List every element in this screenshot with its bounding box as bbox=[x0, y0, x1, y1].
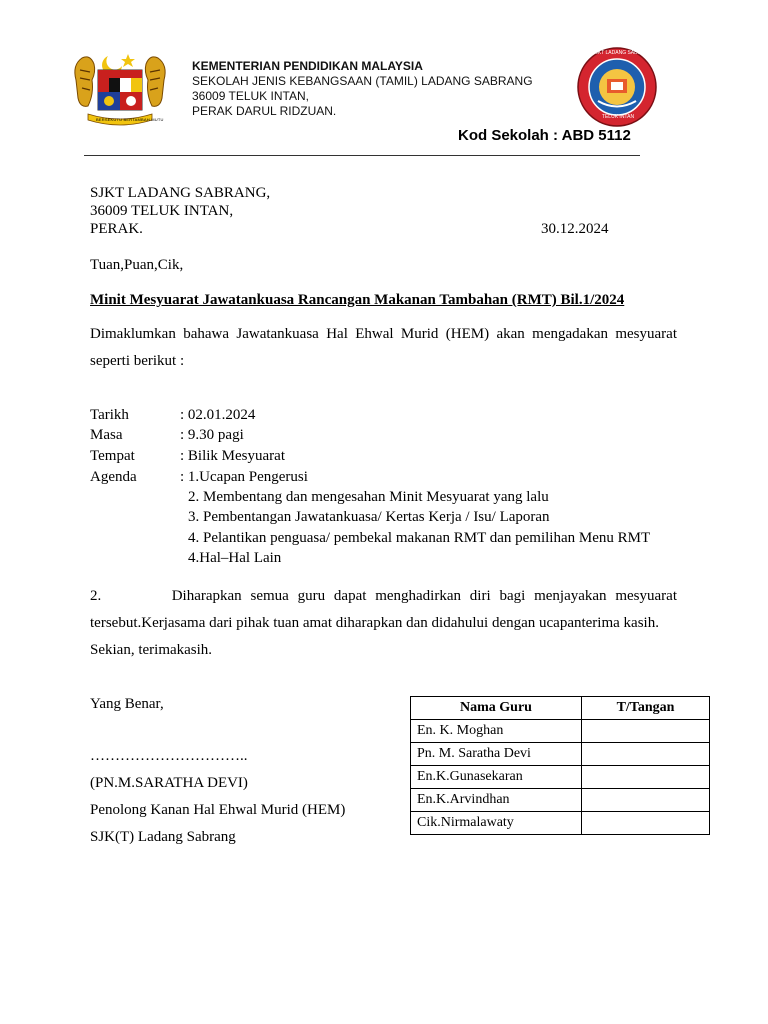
signatory-school: SJK(T) Ladang Sabrang bbox=[90, 829, 236, 845]
closing-thanks: Sekian, terimakasih. bbox=[90, 642, 213, 658]
teacher-name-cell: Pn. M. Saratha Devi bbox=[411, 743, 582, 766]
school-code: Kod Sekolah : ABD 5112 bbox=[458, 127, 631, 144]
signatory-name: (PN.M.SARATHA DEVI) bbox=[90, 775, 248, 791]
signature-cell bbox=[582, 743, 710, 766]
agenda-label: Agenda bbox=[90, 469, 137, 485]
agenda-item: 3. Pembentangan Jawatankuasa/ Kertas Kerja / Isu/ Laporan bbox=[188, 509, 550, 525]
teacher-name-cell: En.K.Gunasekaran bbox=[411, 766, 582, 789]
signatory-title: Penolong Kanan Hal Ehwal Murid (HEM) bbox=[90, 802, 346, 818]
tarikh-value: : 02.01.2024 bbox=[180, 407, 256, 423]
school-name: SEKOLAH JENIS KEBANGSAAN (TAMIL) LADANG SABRANG bbox=[192, 74, 533, 88]
teacher-signature-table bbox=[410, 696, 710, 835]
closing-paragraph: 2. Diharapkan semua guru dapat menghadirkan diri bagi menjayakan mesyuarat tersebut.Kerjasama dari pihak tuan amat diharapkan dan didahului dengan ucapanterima kasih. bbox=[90, 588, 681, 631]
signature-cell bbox=[582, 766, 710, 789]
signature-cell bbox=[582, 720, 710, 743]
intro-paragraph: Dimaklumkan bahawa Jawatankuasa Hal Ehwal Murid (HEM) akan mengadakan mesyuarat seperti berikut : bbox=[90, 326, 677, 369]
masa-label: Masa bbox=[90, 427, 123, 443]
school-address-line1: 36009 TELUK INTAN, bbox=[192, 89, 309, 103]
column-header-nama-guru: Nama Guru bbox=[411, 697, 582, 720]
table-row bbox=[411, 720, 710, 743]
table-header-row bbox=[411, 697, 710, 720]
agenda-item: 4. Pelantikan penguasa/ pembekal makanan RMT dan pemilihan Menu RMT bbox=[188, 530, 651, 546]
badge-text-bottom: TELUK INTAN bbox=[601, 114, 635, 120]
signature-cell bbox=[582, 812, 710, 835]
table-row bbox=[411, 812, 710, 835]
letter-date: 30.12.2024 bbox=[541, 221, 609, 237]
badge-text-top: SJKT LADANG SABRANG bbox=[592, 50, 652, 56]
school-address-line2: PERAK DARUL RIDZUAN. bbox=[192, 104, 337, 118]
tempat-label: Tempat bbox=[90, 448, 135, 464]
teacher-name-cell: Cik.Nirmalawaty bbox=[411, 812, 582, 835]
table-row bbox=[411, 766, 710, 789]
table-row bbox=[411, 789, 710, 812]
crest-caption: BERSEKUTU BERTAMBAH MUTU bbox=[96, 117, 164, 122]
teacher-name-cell: En. K. Moghan bbox=[411, 720, 582, 743]
header-divider bbox=[84, 155, 640, 156]
yang-benar: Yang Benar, bbox=[90, 696, 164, 712]
agenda-item: : 1.Ucapan Pengerusi bbox=[180, 469, 308, 485]
tempat-value: : Bilik Mesyuarat bbox=[180, 448, 285, 464]
signature-line: ………………………….. bbox=[90, 748, 248, 764]
masa-value: : 9.30 pagi bbox=[180, 427, 244, 443]
table-row bbox=[411, 743, 710, 766]
letter-subject: Minit Mesyuarat Jawatankuasa Rancangan Makanan Tambahan (RMT) Bil.1/2024 bbox=[90, 292, 625, 308]
signature-cell bbox=[582, 789, 710, 812]
agenda-item: 4.Hal–Hal Lain bbox=[188, 550, 282, 566]
recipient-line3: PERAK. bbox=[90, 221, 143, 237]
recipient-line1: SJKT LADANG SABRANG, bbox=[90, 185, 271, 201]
tarikh-label: Tarikh bbox=[90, 407, 129, 423]
column-header-tandatangan: T/Tangan bbox=[582, 697, 710, 720]
teacher-name-cell: En.K.Arvindhan bbox=[411, 789, 582, 812]
recipient-line2: 36009 TELUK INTAN, bbox=[90, 203, 234, 219]
ministry-name: KEMENTERIAN PENDIDIKAN MALAYSIA bbox=[192, 59, 423, 73]
agenda-item: 2. Membentang dan mengesahan Minit Mesyuarat yang lalu bbox=[188, 489, 549, 505]
salutation: Tuan,Puan,Cik, bbox=[90, 257, 184, 273]
